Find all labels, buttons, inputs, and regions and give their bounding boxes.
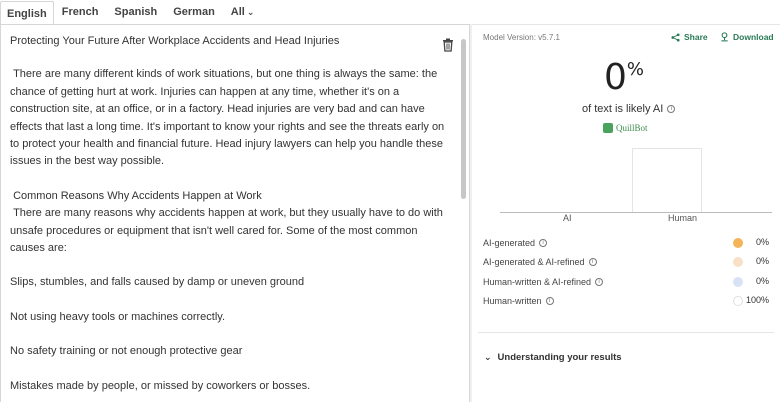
document-body[interactable] (10, 33, 450, 395)
share-icon (671, 33, 680, 42)
ai-percentage-value: 0 (604, 57, 627, 98)
paragraph: Mistakes made by people, or missed by coworkers or bosses. (10, 379, 311, 392)
share-label: Share (684, 32, 708, 42)
understanding-results-toggle[interactable] (484, 352, 622, 363)
paragraph: Slips, stumbles, and falls caused by damp or uneven ground (10, 276, 305, 289)
category-dot (733, 238, 743, 248)
tab-french[interactable]: French (61, 6, 99, 18)
chevron-down-icon: ⌄ (246, 7, 255, 17)
paragraph: Common Reasons Why Accidents Happen at Work There are many reasons why accidents happen at work, but they usually have to do with unsafe procedures or equipment that isn't well cared for. Some of the most common causes are: (10, 189, 443, 255)
category-label: Human-written & AI-refined (483, 277, 592, 287)
quillbot-icon (603, 123, 613, 133)
tab-german[interactable]: German (173, 6, 215, 18)
category-row-ai-refined (483, 255, 769, 269)
info-icon[interactable]: i (595, 278, 603, 286)
quillbot-logo (603, 123, 648, 133)
tab-english[interactable]: English (0, 1, 54, 25)
category-value: 0% (755, 256, 769, 266)
info-icon[interactable]: i (589, 258, 597, 266)
category-dot (733, 296, 743, 306)
category-value: 0% (755, 276, 769, 286)
paragraph: No safety training or not enough protective gear (10, 345, 243, 358)
category-row-human-ai-refined (483, 275, 769, 289)
share-button[interactable] (671, 32, 708, 42)
document-title: Protecting Your Future After Workplace Accidents and Head Injuries (10, 35, 340, 47)
text-editor[interactable] (0, 24, 470, 402)
likely-ai-caption (582, 103, 675, 115)
ai-percentage (604, 57, 644, 98)
category-label: AI-generated (483, 238, 536, 248)
ai-human-chart (500, 145, 772, 213)
chart-label-ai: AI (563, 213, 572, 223)
category-value: 0% (755, 237, 769, 247)
category-row-human-written (483, 294, 769, 308)
download-button[interactable] (720, 32, 774, 42)
language-tabs (0, 0, 470, 24)
scrollbar[interactable] (461, 39, 466, 199)
chevron-down-icon: ⌄ (484, 352, 492, 362)
understanding-label: Understanding your results (497, 352, 622, 363)
info-icon[interactable]: i (539, 239, 547, 247)
chart-axis (500, 212, 772, 213)
paragraph: Not using heavy tools or machines correctly. (10, 310, 225, 323)
download-label: Download (733, 32, 774, 42)
brand-label: QuillBot (616, 123, 648, 133)
model-version: Model Version: v5.7.1 (483, 33, 560, 42)
divider (478, 332, 774, 333)
likely-ai-label: of text is likely AI (582, 103, 664, 115)
info-icon[interactable]: i (546, 297, 554, 305)
category-label: Human-written (483, 296, 542, 306)
trash-icon[interactable] (442, 38, 454, 52)
paragraph: There are many different kinds of work situations, but one thing is always the same: the chance of getting hurt at work. Injuries can happen at any time, whether it's on a construction site, at an office, or in a factory. Head injuries are very bad and can have effects that last a long time. It's important to know your rights and see the threats early on to protect your health and financial future. Head injury lawyers can help you handle these issues in the best way possible. (10, 68, 448, 168)
category-dot (733, 257, 743, 267)
category-value: 100% (745, 295, 769, 305)
category-dot (733, 277, 743, 287)
results-panel (472, 24, 780, 402)
chart-label-human: Human (668, 213, 698, 223)
tab-all-label: All (230, 6, 245, 18)
download-icon (720, 32, 729, 42)
category-row-ai-generated (483, 236, 769, 250)
percent-sign: % (626, 59, 645, 80)
tab-spanish[interactable]: Spanish (114, 6, 158, 18)
tab-all[interactable] (223, 0, 263, 24)
category-label: AI-generated & AI-refined (483, 257, 585, 267)
chart-bar-human (632, 148, 702, 212)
info-icon[interactable]: i (667, 105, 675, 113)
